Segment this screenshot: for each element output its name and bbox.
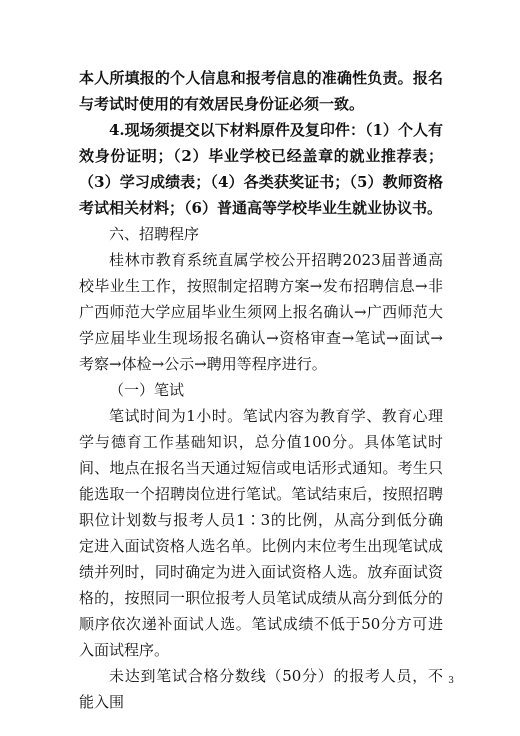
page-number: 3 xyxy=(448,676,454,686)
paragraph-required-materials: 4.现场须提交以下材料原件及复印件：（1）个人有效身份证明；（2）毕业学校已经盖章的就业推荐表；（3）学习成绩表；（4）各类获奖证书；（5）教师资格考试相关材料；（6）普通高等学校毕业生就业协议书。 xyxy=(79,121,443,217)
section-heading: 六、招聘程序 xyxy=(109,225,200,243)
subsection-heading: （一）笔试 xyxy=(109,381,185,399)
paragraph-exam-threshold: 未达到笔试合格分数线（50分）的报考人员，不能入围 xyxy=(79,667,443,711)
paragraph-written-exam: 笔试时间为1小时。笔试内容为教育学、教育心理学与德育工作基础知识，总分值100分。具体笔试时间、地点在报名当天通过短信或电话形式通知。考生只能选取一个招聘岗位进行笔试。笔试结束后，按照招聘职位计划数与报考人员1∶3的比例，从高分到低分确定进入面试资格人选名单。比例内末位考生出现笔试成绩并列时，同时确定为进入面试资格人选。放弃面试资格的，按照同一职位报考人员笔试成绩从高分到低分的顺序依次递补面试人选。笔试成绩不低于50分方可进入面试程序。 xyxy=(79,407,443,659)
document-body xyxy=(79,65,443,715)
paragraph-recruitment-procedure: 桂林市教育系统直属学校公开招聘2023届普通高校毕业生工作，按照制定招聘方案→发布招聘信息→非广西师范大学应届毕业生须网上报名确认→广西师范大学应届毕业生现场报名确认→资格审查→笔试→面试→考察→体检→公示→聘用等程序进行。 xyxy=(79,251,443,373)
paragraph-identity-requirement: 本人所填报的个人信息和报考信息的准确性负责。报名与考试时使用的有效居民身份证必须一致。 xyxy=(79,69,443,113)
